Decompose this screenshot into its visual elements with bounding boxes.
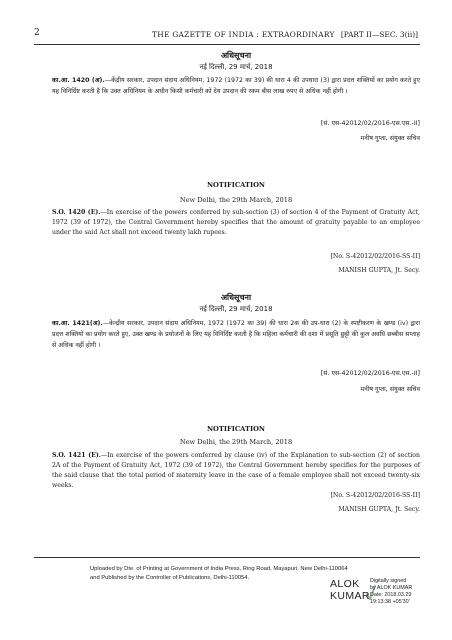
notification2-hindi-date: नई दिल्ली, 29 मार्च, 2018 xyxy=(199,305,273,313)
signature-detail-2: by ALOK KUMAR xyxy=(370,585,413,591)
notification2-english-signatory: MANISH GUPTA, Jt. Secy. xyxy=(338,506,420,513)
printer-footer xyxy=(90,565,360,583)
notification2-hindi-text: —केन्द्रीय सरकार, उपदान संदाय अधिनियम, 1972 (1972 का 39) की धारा 2क की उप-धारा (2) के स्पष्टीकरण के खण्ड (iv) द्वारा प्रदत्त शक्तियों का प्रयोग करते हुए, उक्त खण्ड के प्रयोजनों के लिए यह विनिर्दिष्ट करती है कि महिला कर्मचारी की दशा में प्रसूति छुट्टी की कुल अवधि छब्बीस सप्ताह से अधिक नहीं होगी । xyxy=(52,320,420,349)
digital-signature xyxy=(330,578,440,612)
footer-line-2: and Published by the Controller of Publications, Delhi-110054. xyxy=(90,575,250,581)
notification2-hindi-file-no: [सं. एस-42012/02/2016-एस.एस.-II] xyxy=(320,370,420,377)
signature-detail-1: Digitally signed xyxy=(370,578,407,584)
signature-detail-4: 19:13:38 +05'30' xyxy=(370,599,410,605)
notification1-hindi-body xyxy=(52,75,420,97)
notification2-english-text: —In exercise of the powers conferred by clause (iv) of the Explanation to sub-section (2) of section 2A of the Payment of Gratuity Act, 1972 (39 of 1972), the Central Government hereby specifies for the purposes of the said clause that the total period of maternity leave in the case of a female employee shall not exceed twenty-six weeks. xyxy=(52,452,420,489)
notification2-hindi-signatory: मनीष गुप्ता, संयुक्त सचिव xyxy=(360,386,420,393)
notification1-hindi-heading: अधिसूचना xyxy=(220,51,252,60)
page-header xyxy=(34,28,418,42)
signature-details xyxy=(370,578,412,606)
footer-line-1: Uploaded by Dte. of Printing at Government of India Press, Ring Road, Mayapuri, New Delhi-110064 xyxy=(90,566,348,572)
notification1-english-date: New Delhi, the 29th March, 2018 xyxy=(179,196,293,204)
notification2-english-ref: S.O. 1421 (E). xyxy=(52,452,101,459)
page-number: 2 xyxy=(34,28,40,38)
notification1-english-file-no: [No. S-42012/02/2016-SS-II] xyxy=(330,253,420,260)
notification2-english-date: New Delhi, the 29th March, 2018 xyxy=(179,438,293,446)
header-rule xyxy=(34,44,420,45)
notification1-hindi-signatory: मनीष गुप्ता, संयुक्त सचिव xyxy=(360,135,420,142)
notification1-hindi-date: नई दिल्ली, 29 मार्च, 2018 xyxy=(199,63,273,71)
gazette-title: THE GAZETTE OF INDIA : EXTRAORDINARY xyxy=(152,30,335,39)
notification1-english-ref: S.O. 1420 (E). xyxy=(52,209,101,216)
notification1-english-body xyxy=(52,208,420,238)
notification2-english-heading: NOTIFICATION xyxy=(206,425,266,433)
notification1-english-signatory: MANISH GUPTA, Jt. Secy. xyxy=(338,267,420,274)
footer-rule xyxy=(34,557,420,558)
signer-name-line-2: KUMAR xyxy=(330,590,370,602)
notification2-english-body xyxy=(52,451,420,491)
notification2-hindi-ref: का.आ. 1421(अ). xyxy=(52,320,103,327)
signer-name xyxy=(330,578,370,602)
notification1-hindi-text: —केंद्रीय सरकार, उपदान संदाय अधिनियम, 1972 (1972 का 39) की धारा 4 की उपधारा (3) द्वारा प्रदत्त शक्तियों का प्रयोग करते हुए यह विनिर्दिष्ट करती है कि उक्त अधिनियम के अधीन किसी कर्मचारी को देय उपदान की रकम बीस लाख रुपए से अधिक नहीं होगी । xyxy=(52,77,420,95)
notification2-hindi-heading: अधिसूचना xyxy=(220,293,252,302)
notification1-hindi-ref: का.आ. 1420 (अ). xyxy=(52,77,105,84)
signature-detail-3: Date: 2018.03.29 xyxy=(370,592,412,598)
notification1-hindi-file-no: [सं. एस-42012/02/2016-एस.एस.-II] xyxy=(320,120,420,127)
notification1-english-text: —In exercise of the powers conferred by sub-section (3) of section 4 of the Payment of Gratuity Act, 1972 (39 of 1972), the Central Government hereby specifies that the amount of gratuity payable to an employee under the said Act shall not exceed twenty lakh rupees. xyxy=(52,209,420,236)
signer-name-line-1: ALOK xyxy=(330,578,360,590)
gazette-part: [PART II—SEC. 3(ii)] xyxy=(340,30,418,39)
notification2-hindi-body xyxy=(52,318,420,351)
notification2-english-file-no: [No. S-42012/02/2016-SS-II] xyxy=(330,492,420,499)
notification1-english-heading: NOTIFICATION xyxy=(206,181,266,189)
